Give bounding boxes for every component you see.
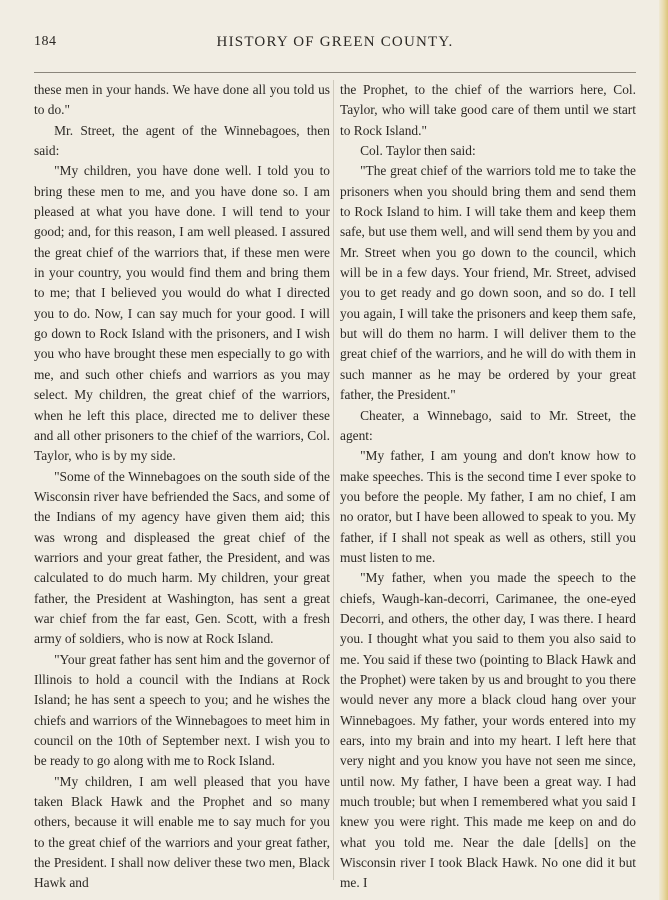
paragraph: Cheater, a Winnebago, said to Mr. Street, the agent: bbox=[340, 407, 636, 443]
header-rule bbox=[34, 72, 636, 73]
paragraph: the Prophet, to the chief of the warriors here, Col. Taylor, who will take good care of them until we start to Rock Island." bbox=[340, 82, 636, 138]
paragraph: Col. Taylor then said: bbox=[360, 143, 476, 159]
left-column bbox=[34, 80, 330, 894]
page-header bbox=[34, 34, 636, 58]
paragraph: "My father, when you made the speech to the chiefs, Waugh-kan-decorri, Carimanee, the one-eyed Decorri, and others, the other day, I was there. I heard you. I thought what you said to them you also said to me. You said if these two (pointing to Black Hawk and the Prophet) were taken by us and brought to you there would never any more a black cloud hang over your Winnebagoes. My father, your words entered into my ears, into my brain and into my heart. I left here that very night and you know you have not seen me since, until now. My father, I have been a great way. I had much trouble; but when I remembered what you said I knew you were right. This made me keep on and do what you told me. Near the dale [dells] on the Wisconsin river I took Black Hawk. No one did it but me. I bbox=[340, 570, 636, 891]
right-column bbox=[340, 80, 636, 894]
running-title: HISTORY OF GREEN COUNTY. bbox=[216, 34, 454, 50]
paragraph: Mr. Street, the agent of the Winnebagoes, then said: bbox=[34, 122, 330, 159]
paragraph: "Some of the Winnebagoes on the south side of the Wisconsin river have befriended the Sacs, and some of the Indians of my agency have given them aid; this was wrong and displeased the great chief of the warriors and your great father, the President, and was calculated to do much harm. My children, your great father, the President at Washington, has sent a great war chief from the far east, Gen. Scott, with a fresh army of soldiers, who is now at Rock Island. bbox=[34, 468, 330, 647]
paragraph: "Your great father has sent him and the governor of Illinois to hold a council with the Indians at Rock Island; he has sent a speech to you; and he wishes the chiefs and warriors of the Winnebagoes to meet him in council on the 10th of September next. I wish you to be ready to go along with me to Rock Island. bbox=[34, 651, 330, 769]
paragraph: these men in your hands. We have done all you told us to do." bbox=[34, 82, 330, 118]
paragraph: "My father, I am young and don't know how to make speeches. This is the second time I ever spoke to you before the people. My father, I am no chief, I am no orator, but I have been allowed to speak to you. My father, if I shall not speak as well as others, still you must listen to me. bbox=[340, 448, 636, 565]
column-divider bbox=[333, 80, 334, 880]
page-number: 184 bbox=[34, 34, 57, 49]
paragraph: "My children, I am well pleased that you have taken Black Hawk and the Prophet and so many others, because it will enable me to say much for you to the great chief of the warriors and your great father, the President. I shall now deliver these two men, Black Hawk and bbox=[34, 773, 330, 891]
paragraph: "The great chief of the warriors told me to take the prisoners when you should bring them and send them to Rock Island to him. I will take them and keep them safe, but use them well, and will send them by you and Mr. Street when you go down to the council, which will be in a few days. Your friend, Mr. Street, advised you to get ready and go down soon, and so do. I tell you again, I will take the prisoners and keep them safe, but will do them no harm. I will deliver them to the great chief of the warriors, and he will do with them in such manner as he may be ordered by your great father, the President." bbox=[340, 163, 636, 403]
paragraph: "My children, you have done well. I told you to bring these men to me, and you have done so. I am pleased at what you have done. I will tend to your good; and, for this reason, I am well pleased. I assured the great chief of the warriors that, if these men were in your country, you would find them and bring them to me; that I believed you would do what I directed you to do. Now, I can say much for your good. I will go down to Rock Island with the prisoners, and I wish you who have brought these men especially to go with me, and such other chiefs and warriors as you may select. My children, the great chief of the warriors, when he left this place, directed me to deliver these and all other prisoners to the chief of the warriors, Col. Taylor, who is by my side. bbox=[34, 163, 330, 464]
page-edge-shadow bbox=[659, 0, 668, 900]
